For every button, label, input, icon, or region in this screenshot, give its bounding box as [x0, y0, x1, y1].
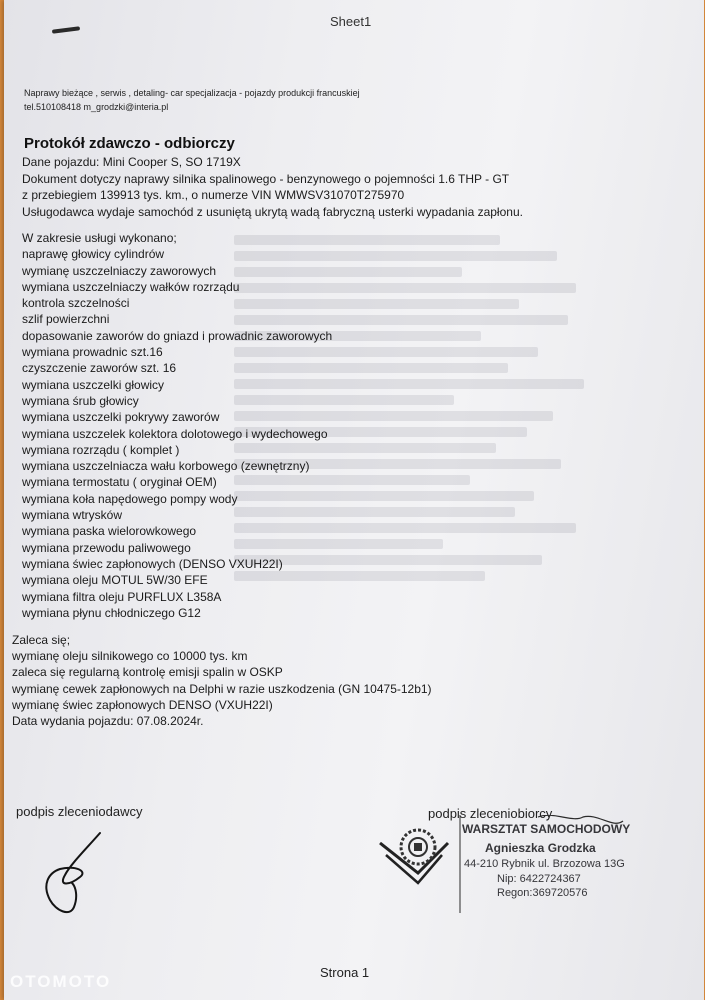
list-item: zaleca się regularną kontrolę emisji spalin w OSKP [12, 665, 283, 680]
list-item: wymiana filtra oleju PURFLUX L358A [22, 589, 222, 604]
list-item: dopasowanie zaworów do gniazd i prowadnic zaworowych [22, 328, 333, 343]
list-item: wymianę oleju silnikowego co 10000 tys. km [12, 649, 248, 664]
list-item: wymiana wtrysków [22, 508, 123, 523]
page-number: Strona 1 [320, 965, 370, 980]
header-contact: tel.510108418 m_grodzki@interia.pl [24, 102, 169, 112]
list-item: wymianę uszczelniaczy zaworowych [22, 263, 217, 278]
list-item: czyszczenie zaworów szt. 16 [22, 361, 177, 376]
list-item: wymiana oleju MOTUL 5W/30 EFE [22, 573, 208, 588]
list-item: wymiana termostatu ( oryginał OEM) [22, 475, 217, 490]
defect-statement: Usługodawca wydaje samochód z usuniętą ukrytą wadą fabryczną usterki wypadania zapłonu. [22, 205, 523, 219]
list-item: wymiana rozrządu ( komplet ) [22, 442, 180, 457]
stamp-regon: Regon:369720576 [497, 887, 588, 899]
recommendations-list [12, 632, 432, 729]
header-services: Naprawy bieżące , serwis , detaling- car specjalizacja - pojazdy produkcji francuskiej [24, 88, 360, 98]
client-signature-label: podpis zleceniodawcy [16, 804, 143, 819]
recommendations-intro: Zaleca się; [12, 633, 71, 647]
contractor-signature-label: podpis zleceniobiorcy [428, 806, 553, 821]
list-item: wymiana uszczelki głowicy [22, 377, 165, 392]
document-description: Dokument dotyczy naprawy silnika spalinowego - benzynowego o pojemności 1.6 THP - GT [22, 172, 510, 186]
list-item: wymiana płynu chłodniczego G12 [22, 605, 201, 620]
stamp-address: 44-210 Rybnik ul. Brzozowa 13G [464, 858, 625, 870]
mileage-vin: z przebiegiem 139913 tys. km., o numerze VIN WMWSV31070T275970 [22, 188, 405, 202]
document-title: Protokół zdawczo - odbiorczy [24, 135, 235, 152]
list-item: szlif powierzchni [22, 312, 110, 327]
watermark-logo: OTOMOTO [10, 972, 112, 991]
list-item: naprawę głowicy cylindrów [22, 247, 165, 262]
client-signature [30, 825, 120, 920]
list-item: wymiana koła napędowego pompy wody [22, 491, 238, 506]
sheet-title: Sheet1 [330, 14, 372, 29]
list-item: wymianę świec zapłonowych DENSO (VXUH22I) [12, 697, 273, 712]
works-list [22, 230, 332, 621]
list-item: wymiana paska wielorowkowego [22, 524, 197, 539]
list-item: wymiana świec zapłonowych (DENSO VXUH22I) [22, 556, 283, 571]
list-item: wymianę cewek zapłonowych na Delphi w razie uszkodzenia (GN 10475-12b1) [12, 681, 432, 696]
list-item: wymiana prowadnic szt.16 [22, 345, 163, 360]
release-date: Data wydania pojazdu: 07.08.2024r. [12, 714, 204, 729]
list-item: wymiana uszczelki pokrywy zaworów [22, 410, 220, 425]
list-item: kontrola szczelności [22, 296, 130, 311]
list-item: wymiana uszczelniacza wału korbowego (zewnętrzny) [22, 459, 310, 474]
works-intro: W zakresie usługi wykonano; [22, 231, 177, 245]
list-item: wymiana śrub głowicy [22, 393, 139, 408]
list-item: wymiana uszczelek kolektora dolotowego i wydechowego [22, 426, 328, 441]
stamp-company: WARSZTAT SAMOCHODOWY [462, 822, 631, 836]
stamp-nip: Nip: 6422724367 [497, 873, 581, 885]
list-item: wymiana przewodu paliwowego [22, 540, 191, 555]
list-item: wymiana uszczelniaczy wałków rozrządu [22, 279, 240, 294]
vehicle-data: Dane pojazdu: Mini Cooper S, SO 1719X [22, 155, 241, 169]
stamp-owner: Agnieszka Grodzka [485, 841, 596, 855]
